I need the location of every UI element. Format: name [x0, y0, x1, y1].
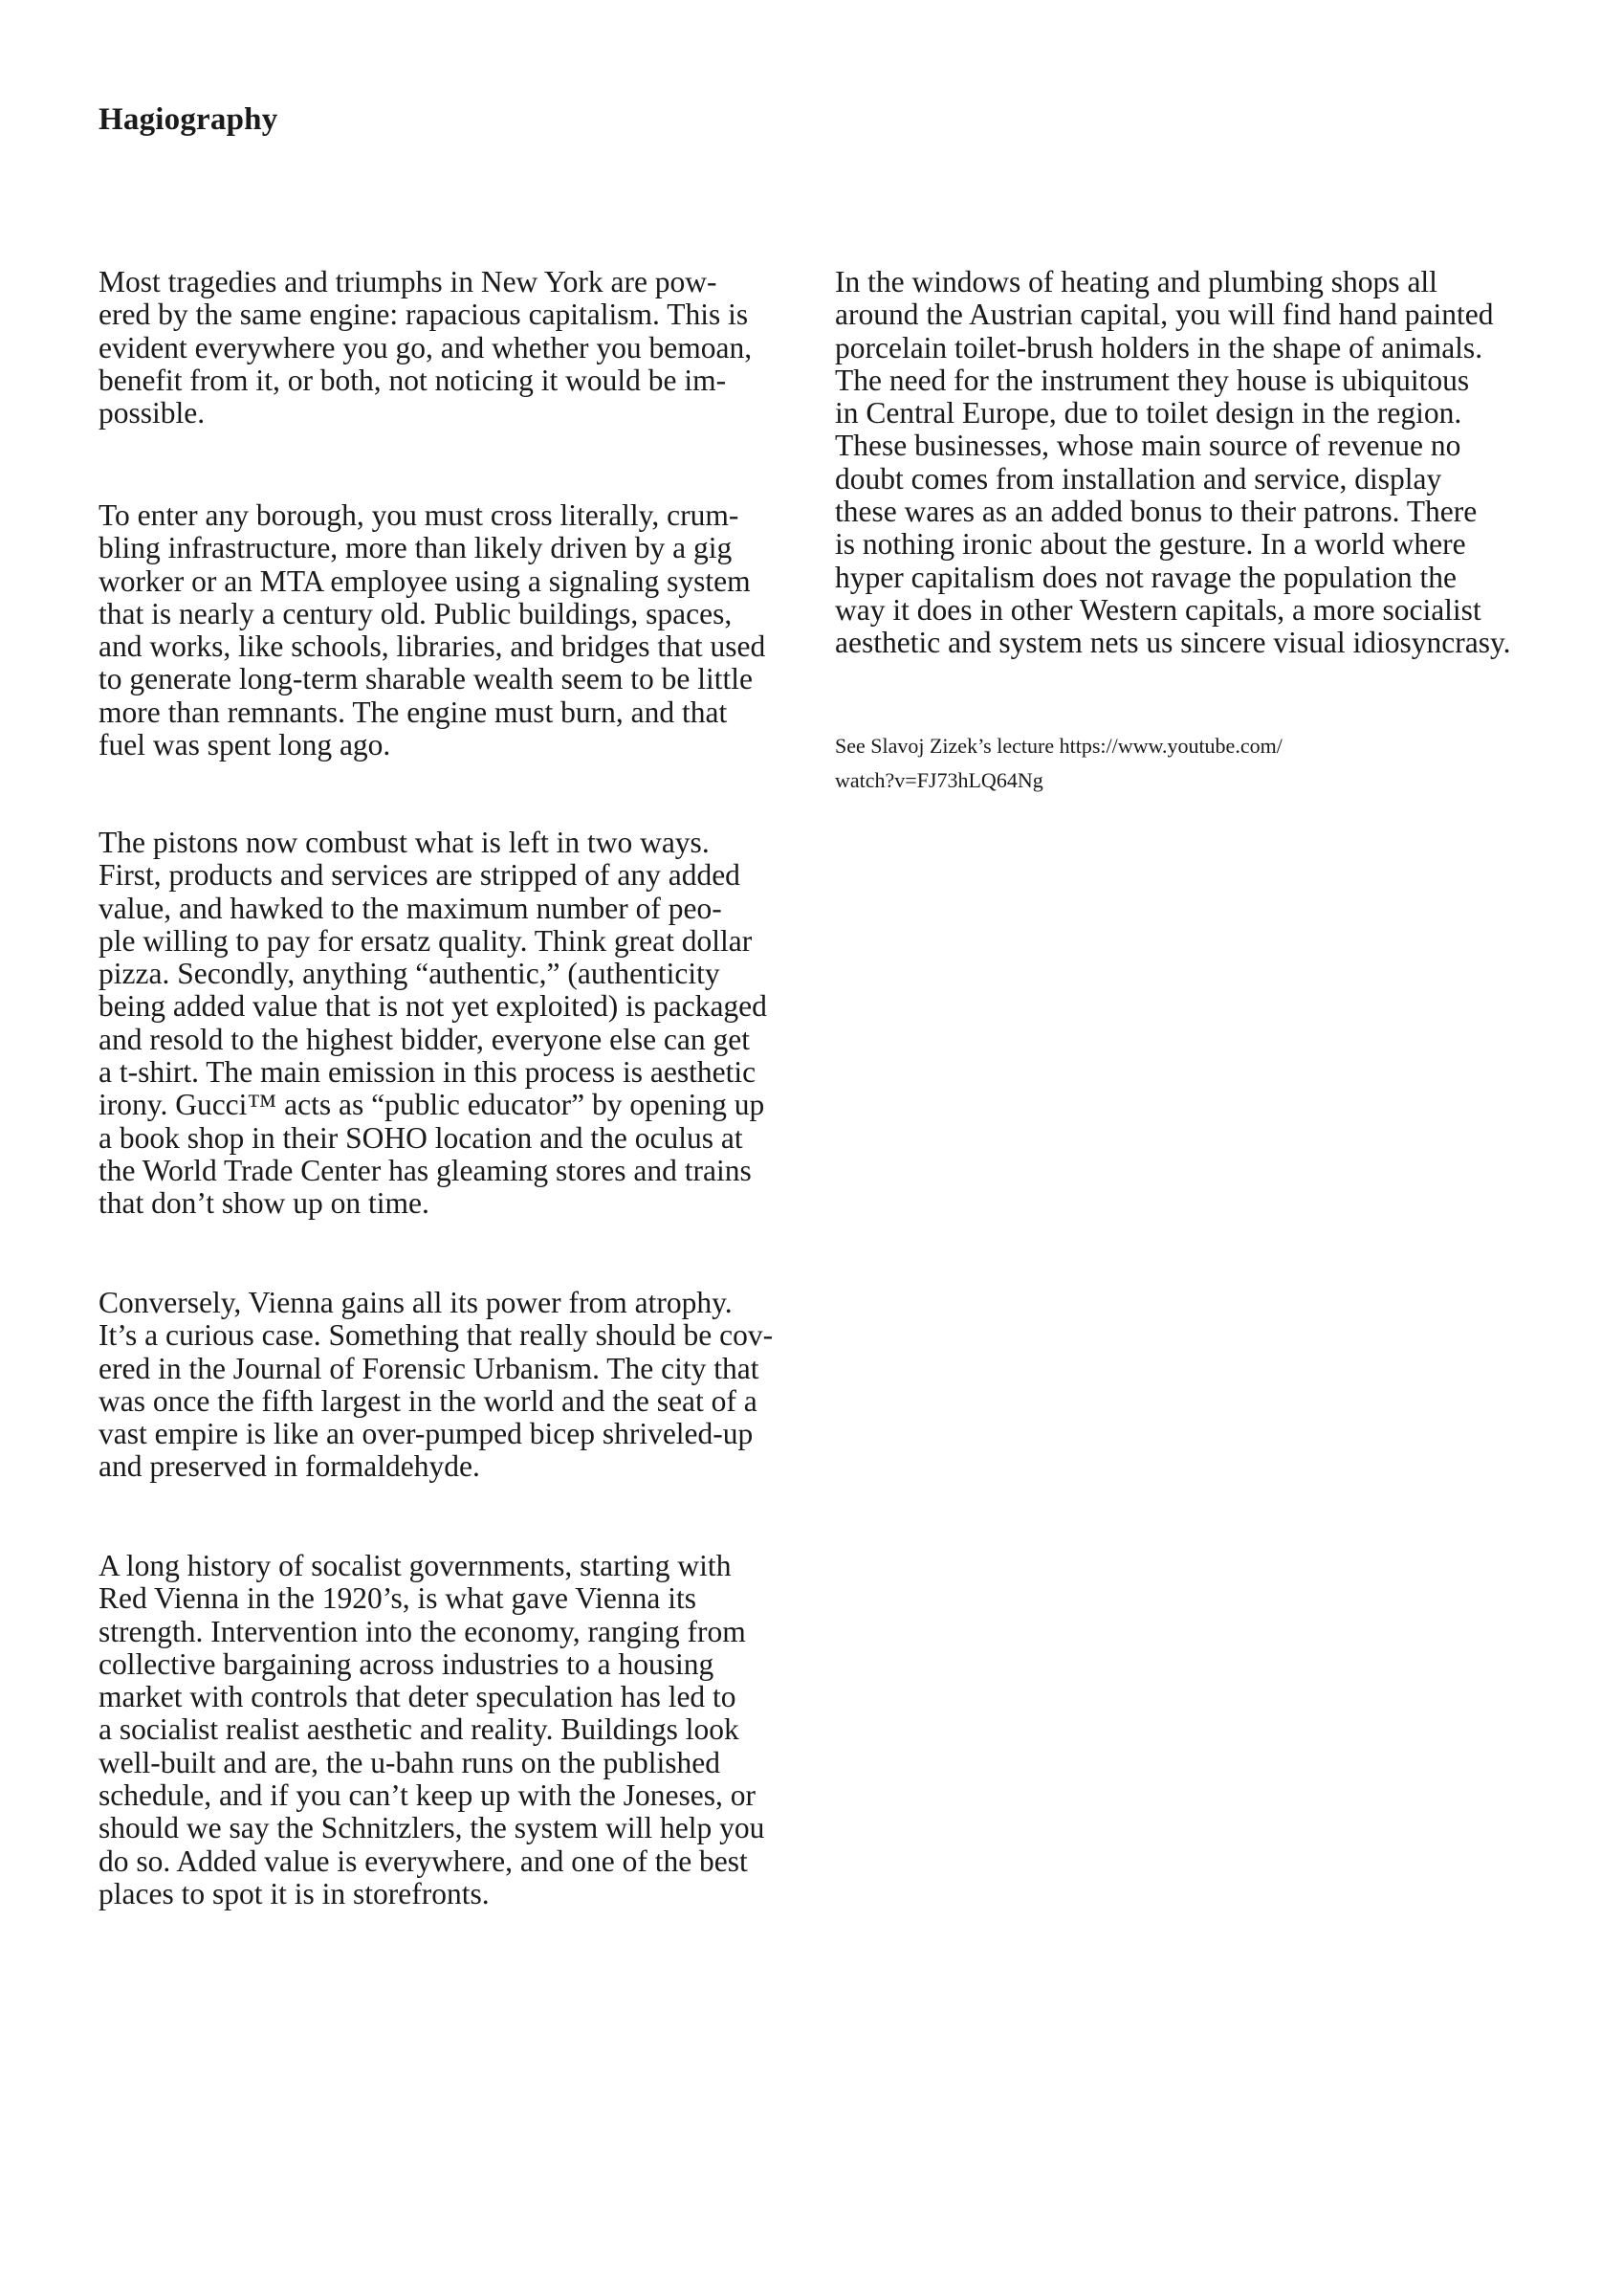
- text-line: around the Austrian capital, you will find hand painted: [835, 298, 1494, 332]
- text-line: ple willing to pay for ersatz quality. Think great dollar: [99, 923, 753, 958]
- text-line: these wares as an added bonus to their patrons. There: [835, 495, 1478, 529]
- text-line: being added value that is not yet exploited) is packaged: [99, 989, 767, 1024]
- page-title: Hagiography: [99, 102, 278, 137]
- text-line: bling infrastructure, more than likely driven by a gig: [99, 531, 733, 565]
- text-line: value, and hawked to the maximum number of peo-: [99, 891, 722, 925]
- text-line: The pistons now combust what is left in two ways.: [99, 826, 710, 859]
- text-line: hyper capitalism does not ravage the population the: [835, 560, 1457, 594]
- footnote-line: See Slavoj Zizek’s lecture https://www.youtube.com/: [835, 734, 1283, 758]
- text-line: A long history of socalist governments, starting with: [99, 1549, 732, 1582]
- text-line: evident everywhere you go, and whether you bemoan,: [99, 330, 753, 364]
- text-line: fuel was spent long ago.: [99, 728, 391, 762]
- text-line: way it does in other Western capitals, a more socialist: [835, 592, 1481, 627]
- text-line: strength. Intervention into the economy, ranging from: [99, 1614, 746, 1648]
- text-line: and resold to the highest bidder, everyone else can get: [99, 1022, 751, 1056]
- text-line: First, products and services are stripped of any added: [99, 858, 740, 893]
- text-line: These businesses, whose main source of revenue no: [835, 429, 1461, 463]
- text-line: to generate long-term sharable wealth seem to be little: [99, 662, 753, 696]
- text-line: market with controls that deter speculation has led to: [99, 1680, 736, 1714]
- text-line: and preserved in formaldehyde.: [99, 1449, 480, 1484]
- text-line: do so. Added value is everywhere, and one of the best: [99, 1843, 748, 1878]
- paragraph-socialist-history: [99, 1550, 764, 1910]
- text-line: In the windows of heating and plumbing shops all: [835, 265, 1437, 298]
- text-line: a book shop in their SOHO location and the oculus at: [99, 1120, 743, 1155]
- text-line: aesthetic and system nets us sincere visual idiosyncrasy.: [835, 626, 1511, 660]
- paragraph-borough-infrastructure: [99, 499, 765, 762]
- text-line: a socialist realist aesthetic and reality. Buildings look: [99, 1712, 739, 1747]
- text-line: porcelain toilet-brush holders in the shape of animals.: [835, 330, 1483, 364]
- text-line: and works, like schools, libraries, and bridges that used: [99, 629, 766, 664]
- footnote-line: watch?v=FJ73hLQ64Ng: [835, 768, 1043, 792]
- text-line: The need for the instrument they house is ubiquitous: [835, 363, 1470, 397]
- text-line: schedule, and if you can’t keep up with the Joneses, or: [99, 1778, 756, 1813]
- text-line: irony. Gucci™ acts as “public educator” by opening up: [99, 1088, 765, 1122]
- text-line: To enter any borough, you must cross literally, crum-: [99, 498, 739, 532]
- paragraph-vienna-atrophy: [99, 1287, 773, 1484]
- text-line: worker or an MTA employee using a signaling system: [99, 563, 751, 598]
- text-line: that is nearly a century old. Public buildings, spaces,: [99, 596, 733, 630]
- paragraph-toilet-brush-holders: [835, 266, 1511, 660]
- text-line: Red Vienna in the 1920’s, is what gave Vienna its: [99, 1581, 696, 1616]
- text-line: is nothing ironic about the gesture. In a world where: [835, 527, 1466, 562]
- text-line: collective bargaining across industries to a housing: [99, 1646, 714, 1681]
- text-line: Conversely, Vienna gains all its power from atrophy.: [99, 1286, 733, 1319]
- text-line: in Central Europe, due to toilet design in the region.: [835, 396, 1462, 430]
- text-line: that don’t show up on time.: [99, 1186, 429, 1221]
- text-line: ered by the same engine: rapacious capitalism. This is: [99, 298, 749, 332]
- text-line: vast empire is like an over-pumped bicep shriveled-up: [99, 1417, 754, 1451]
- text-line: benefit from it, or both, not noticing it would be im-: [99, 363, 727, 397]
- footnote: [835, 729, 1283, 798]
- text-line: places to spot it is in storefronts.: [99, 1876, 490, 1910]
- paragraph-pistons: [99, 827, 767, 1221]
- paragraph-new-york-intro: [99, 266, 752, 430]
- text-line: pizza. Secondly, anything “authentic,” (authenticity: [99, 957, 720, 991]
- text-line: ered in the Journal of Forensic Urbanism. The city that: [99, 1351, 759, 1385]
- text-line: a t-shirt. The main emission in this process is aesthetic: [99, 1055, 757, 1090]
- text-line: was once the fifth largest in the world and the seat of a: [99, 1383, 757, 1418]
- text-line: well-built and are, the u-bahn runs on the published: [99, 1745, 720, 1779]
- text-line: doubt comes from installation and service, display: [835, 461, 1442, 496]
- text-line: should we say the Schnitzlers, the system will help you: [99, 1811, 765, 1845]
- text-line: more than remnants. The engine must burn, and that: [99, 695, 728, 729]
- text-line: It’s a curious case. Something that really should be cov-: [99, 1318, 774, 1353]
- text-line: the World Trade Center has gleaming stores and trains: [99, 1153, 752, 1187]
- text-line: possible.: [99, 396, 206, 430]
- text-line: Most tragedies and triumphs in New York are pow-: [99, 265, 717, 298]
